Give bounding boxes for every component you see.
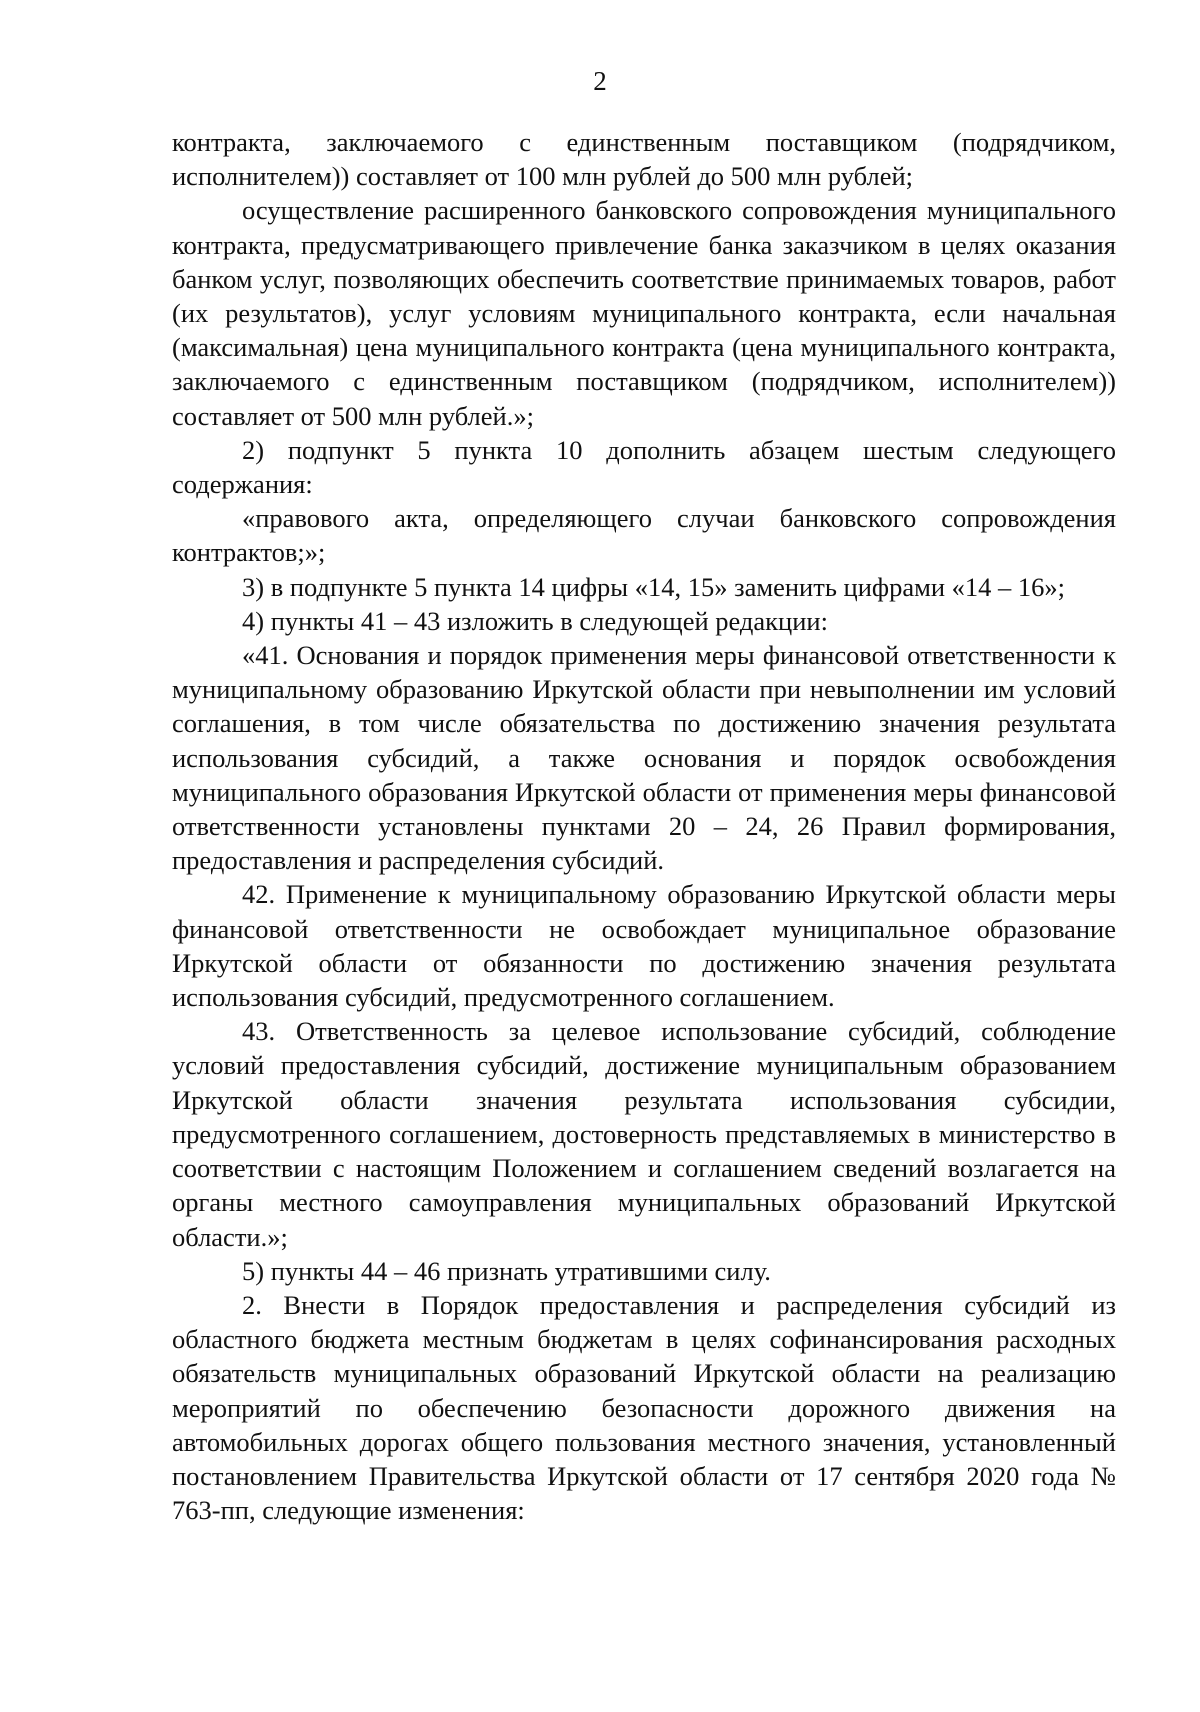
paragraph-amendment-3: 3) в подпункте 5 пункта 14 цифры «14, 15» заменить цифрами «14 – 16»; [242,571,1066,602]
paragraph-section-2: 2. Внести в Порядок предоставления и распределения субсидий из областного бюджета местным бюджетам в целях софинансирования расходных обязательств муниципальных образований Иркутской области на реализацию мероприятий по обеспечению безопасности дорожного движения на автомобильных дорогах общего пользования местного значения, установленный постановлением Правительства Иркутской области от 17 сентября 2020 года № 763-пп, следующие изменения: [172,1289,1116,1526]
paragraph-point-41: «41. Основания и порядок применения меры финансовой ответственности к муниципальному образованию Иркутской области при невыполнении им условий соглашения, в том числе обязательства по достижению значения результата использования субсидий, а также основания и порядок освобождения муниципального образования Иркутской области от применения меры финансовой ответственности установлены пунктами 20 – 24, 26 Правил формирования, предоставления и распределения субсидий. [172,640,1116,876]
paragraph-contract-continuation: контракта, заключаемого с единственным поставщиком (подрядчиком, исполнителем)) составляет от 100 млн рублей до 500 млн рублей; [172,127,1116,192]
paragraph-amendment-2: 2) подпункт 5 пункта 10 дополнить абзацем шестым следующего содержания: [172,434,1116,500]
paragraph-extended-banking-support: осуществление расширенного банковского сопровождения муниципального контракта, предусматривающего привлечение банка заказчиком в целях оказания банком услуг, позволяющих обеспечить соответствие принимаемых товаров, работ (их результатов), услуг условиям муниципального контракта, если начальная (максимальная) цена муниципального контракта (цена муниципального контракта, заключаемого с единственным поставщиком (подрядчиком, исполнителем)) составляет от 500 млн рублей.»; [172,195,1116,431]
page-number: 2 [593,66,607,96]
document-body [172,125,1116,1527]
paragraph-legal-act-quote: «правового акта, определяющего случаи банковского сопровождения контрактов;»; [172,503,1116,568]
paragraph-point-42: 42. Применение к муниципальному образованию Иркутской области меры финансовой ответственности не освобождает муниципальное образование Иркутской области от обязанности по достижению значения результата использования субсидий, предусмотренного соглашением. [172,879,1116,1013]
paragraph-amendment-5: 5) пункты 44 – 46 признать утратившими силу. [242,1255,771,1286]
paragraph-point-43: 43. Ответственность за целевое использование субсидий, соблюдение условий предоставления субсидий, достижение муниципальным образованием Иркутской области значения результата использования субсидии, предусмотренного соглашением, достоверность представляемых в министерство в соответствии с настоящим Положением и соглашением сведений возлагается на органы местного самоуправления муниципальных образований Иркутской области.»; [172,1016,1116,1252]
paragraph-amendment-4: 4) пункты 41 – 43 изложить в следующей редакции: [242,605,828,636]
